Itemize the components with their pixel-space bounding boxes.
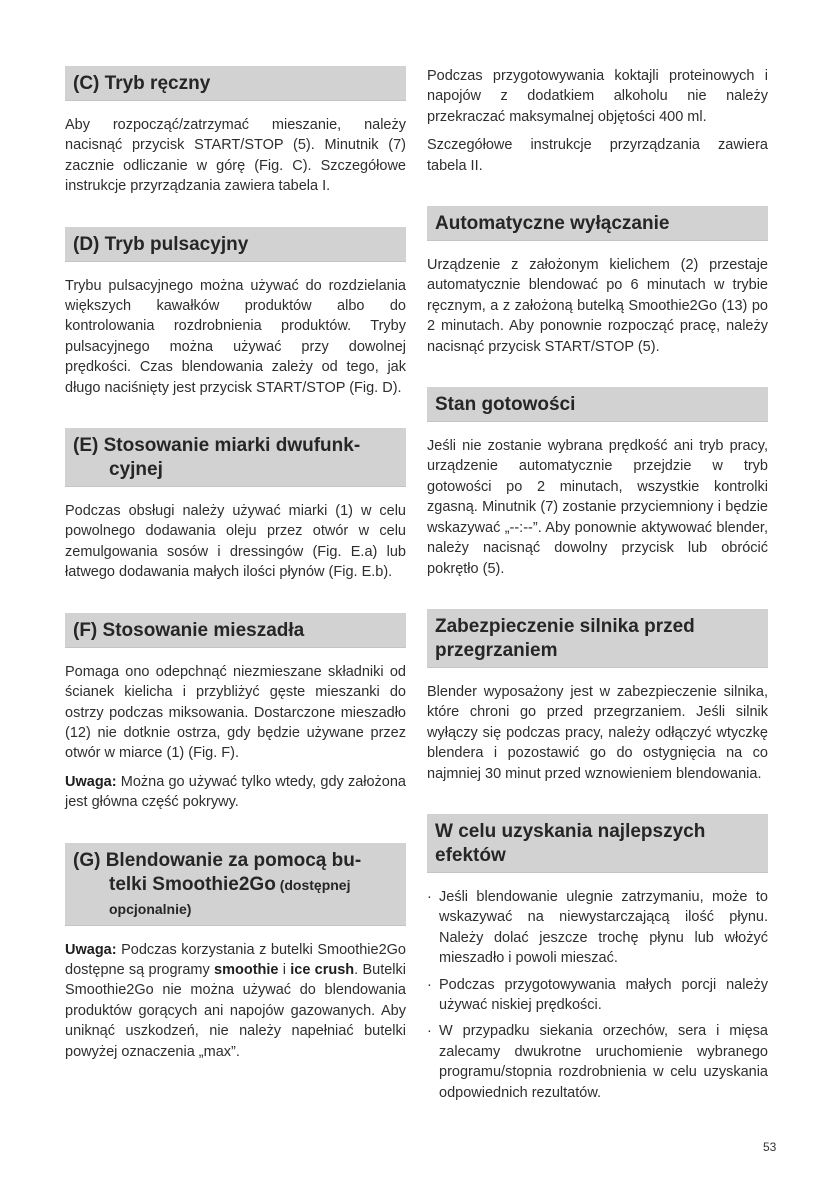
page-number: 53 — [763, 1140, 777, 1154]
section-c-heading: (C) Tryb ręczny — [73, 73, 211, 94]
list-item-text: Podczas przygotowywania małych porcji należy używać niskiej prędkości. — [439, 976, 768, 1013]
best-results-list — [427, 887, 768, 1103]
best-results-heading-line1: W celu uzyskania najlepszych — [435, 820, 706, 842]
standby-heading-box — [427, 387, 768, 422]
section-g-bold-ice-crush: ice crush — [290, 961, 355, 978]
intro-paragraph-1: Podczas przygotowywania koktajli proteinowych i napojów z dodatkiem alkoholu nie należy przekraczać maksymalnej objętości 400 ml. — [427, 68, 768, 125]
right-column — [427, 66, 768, 1109]
section-g-heading-box — [65, 843, 406, 926]
list-item — [427, 975, 768, 1016]
section-c-manual-mode — [65, 66, 406, 197]
auto-shutoff-heading: Automatyczne wyłączanie — [435, 213, 670, 235]
best-results-heading-box — [427, 814, 768, 873]
motor-protection-heading — [435, 615, 760, 663]
section-g-heading-line1: (G) Blendowanie za pomocą bu- — [73, 849, 362, 871]
section-c-paragraph: Aby rozpocząć/zatrzymać mieszanie, należy nacisnąć przycisk START/STOP (5). Minutnik (7) zacznie odliczanie w górę (Fig. C). Szczegółowe instrukcje przyrządzania zawiera tabela I. — [65, 117, 406, 195]
section-motor-protection — [427, 609, 768, 784]
section-e-heading-line2: cyjnej — [109, 459, 163, 481]
section-d-pulse-mode — [65, 227, 406, 398]
motor-protection-heading-line2: przegrzaniem — [435, 639, 558, 661]
section-g-heading-line2-wrap — [73, 873, 398, 897]
section-f-heading: (F) Stosowanie mieszadła — [73, 619, 305, 641]
section-intro — [427, 66, 768, 176]
section-g-note-label: Uwaga: — [65, 941, 117, 958]
intro-paragraph-2: Szczegółowe instrukcje przyrządzania zawiera tabela II. — [427, 137, 768, 174]
section-d-heading: (D) Tryb pulsacyjny — [73, 233, 249, 255]
standby-heading: Stan gotowości — [435, 394, 576, 416]
standby-paragraph: Jeśli nie zostanie wybrana prędkość ani tryb pracy, urządzenie automatycznie przejdzie w tryb gotowości po 2 minutach, wszystkie kontrolki zgasną. Minutnik (7) zostanie przyciemniony i będzie wskazywać „--:--”. Aby ponownie aktywować blender, należy nacisnąć dowolny przycisk lub obrócić pokrętło (5). — [427, 438, 768, 577]
auto-shutoff-heading-box — [427, 206, 768, 241]
section-g-text2: i — [278, 961, 291, 978]
list-item — [427, 887, 768, 969]
section-e-heading-line1: (E) Stosowanie miarki dwufunk- — [73, 435, 361, 457]
section-f-note-text: Można go używać tylko wtedy, gdy założona jest główna część pokrywy. — [65, 773, 406, 811]
section-d-heading-box — [65, 227, 406, 262]
section-g-heading-small-a: (dostępnej — [275, 876, 351, 893]
best-results-heading — [435, 820, 760, 868]
section-f-heading-box — [65, 613, 406, 648]
bullet-dot: · — [427, 1023, 432, 1040]
bullet-dot: · — [427, 976, 432, 993]
section-g-heading — [73, 849, 398, 921]
section-f-note-label: Uwaga: — [65, 773, 117, 790]
section-e-heading-box — [65, 428, 406, 487]
section-g-heading-line2: telki Smoothie2Go — [109, 873, 276, 895]
section-f-note — [65, 772, 406, 813]
section-best-results — [427, 814, 768, 1103]
section-e-heading — [73, 434, 398, 482]
section-standby — [427, 387, 768, 579]
section-c-heading-box — [65, 66, 406, 101]
section-g-paragraph — [65, 940, 406, 1062]
section-d-paragraph: Trybu pulsacyjnego można używać do rozdzielania większych kawałków produktów albo do kontrolowania rozdrobnienia produktów. Tryby pulsacyjnego można używać przy dowolnej prędkości. Czas blendowania zależy od tego, jak długo naciśnięty jest przycisk START/STOP (Fig. D). — [65, 277, 406, 396]
best-results-heading-line2: efektów — [435, 844, 506, 866]
list-item-text: Jeśli blendowanie ulegnie zatrzymaniu, może to wskazywać na niewystarczającą ilość płynu. Należy dolać jeszcze trochę płynu lub włożyć mieszadło i powoli mieszać. — [439, 888, 768, 967]
motor-protection-paragraph: Blender wyposażony jest w zabezpieczenie silnika, które chroni go przed przegrzaniem. Jeśli silnik wyłączy się podczas pracy, należy odłączyć wtyczkę blendera i pozostawić go do ostygnięcia na co najmniej 30 minut przed wznowieniem blendowania. — [427, 683, 768, 782]
section-e-measuring-cup — [65, 428, 406, 583]
section-f-tamper — [65, 613, 406, 813]
section-e-paragraph: Podczas obsługi należy używać miarki (1) w celu powolnego dodawania oleju przez otwór w celu zemulgowania sosów i dressingów (Fig. E.a) lub łatwego dodawania małych ilości płynów (Fig. E.b). — [65, 503, 406, 581]
section-f-paragraph: Pomaga ono odepchnąć niezmieszane składniki od ścianek kielicha i przybliżyć gęste mieszanki do ostrzy podczas miksowania. Dostarczone mieszadło (12) nie dotknie ostrza, gdy będzie używane przez otwór w miarce (1) (Fig. F). — [65, 663, 406, 762]
auto-shutoff-paragraph: Urządzenie z założonym kielichem (2) przestaje automatycznie blendować po 6 minutach w trybie ręcznym, a z założoną butelką Smoothie2Go (13) po 2 minutach. Aby ponownie rozpocząć pracę, należy nacisnąć przycisk START/STOP (5). — [427, 257, 768, 355]
section-g-bold-smoothie: smoothie — [214, 961, 279, 978]
list-item-text: W przypadku siekania orzechów, sera i mięsa zalecamy dwukrotne uruchomienie wybranego programu/stopnia rozdrobnienia w celu uzyskania odpowiednich rezultatów. — [439, 1023, 768, 1101]
left-column — [65, 66, 406, 1070]
motor-protection-heading-box — [427, 609, 768, 668]
motor-protection-heading-line1: Zabezpieczenie silnika przed — [435, 615, 695, 637]
section-g-heading-small-b: opcjonalnie) — [109, 900, 192, 917]
section-g-smoothie2go — [65, 843, 406, 1062]
section-g-text1: Podczas korzystania z butelki Smoothie2Go dostępne są programy — [65, 941, 406, 978]
section-g-text3: . Butelki Smoothie2Go nie można używać do blendowania produktów gorących ani napojów gazowanych. Aby uniknąć uszkodzeń, nie należy napełniać butelki powyżej oznaczenia „max”. — [65, 961, 406, 1060]
list-item — [427, 1021, 768, 1103]
section-auto-shutoff — [427, 206, 768, 357]
bullet-dot: · — [427, 888, 432, 905]
